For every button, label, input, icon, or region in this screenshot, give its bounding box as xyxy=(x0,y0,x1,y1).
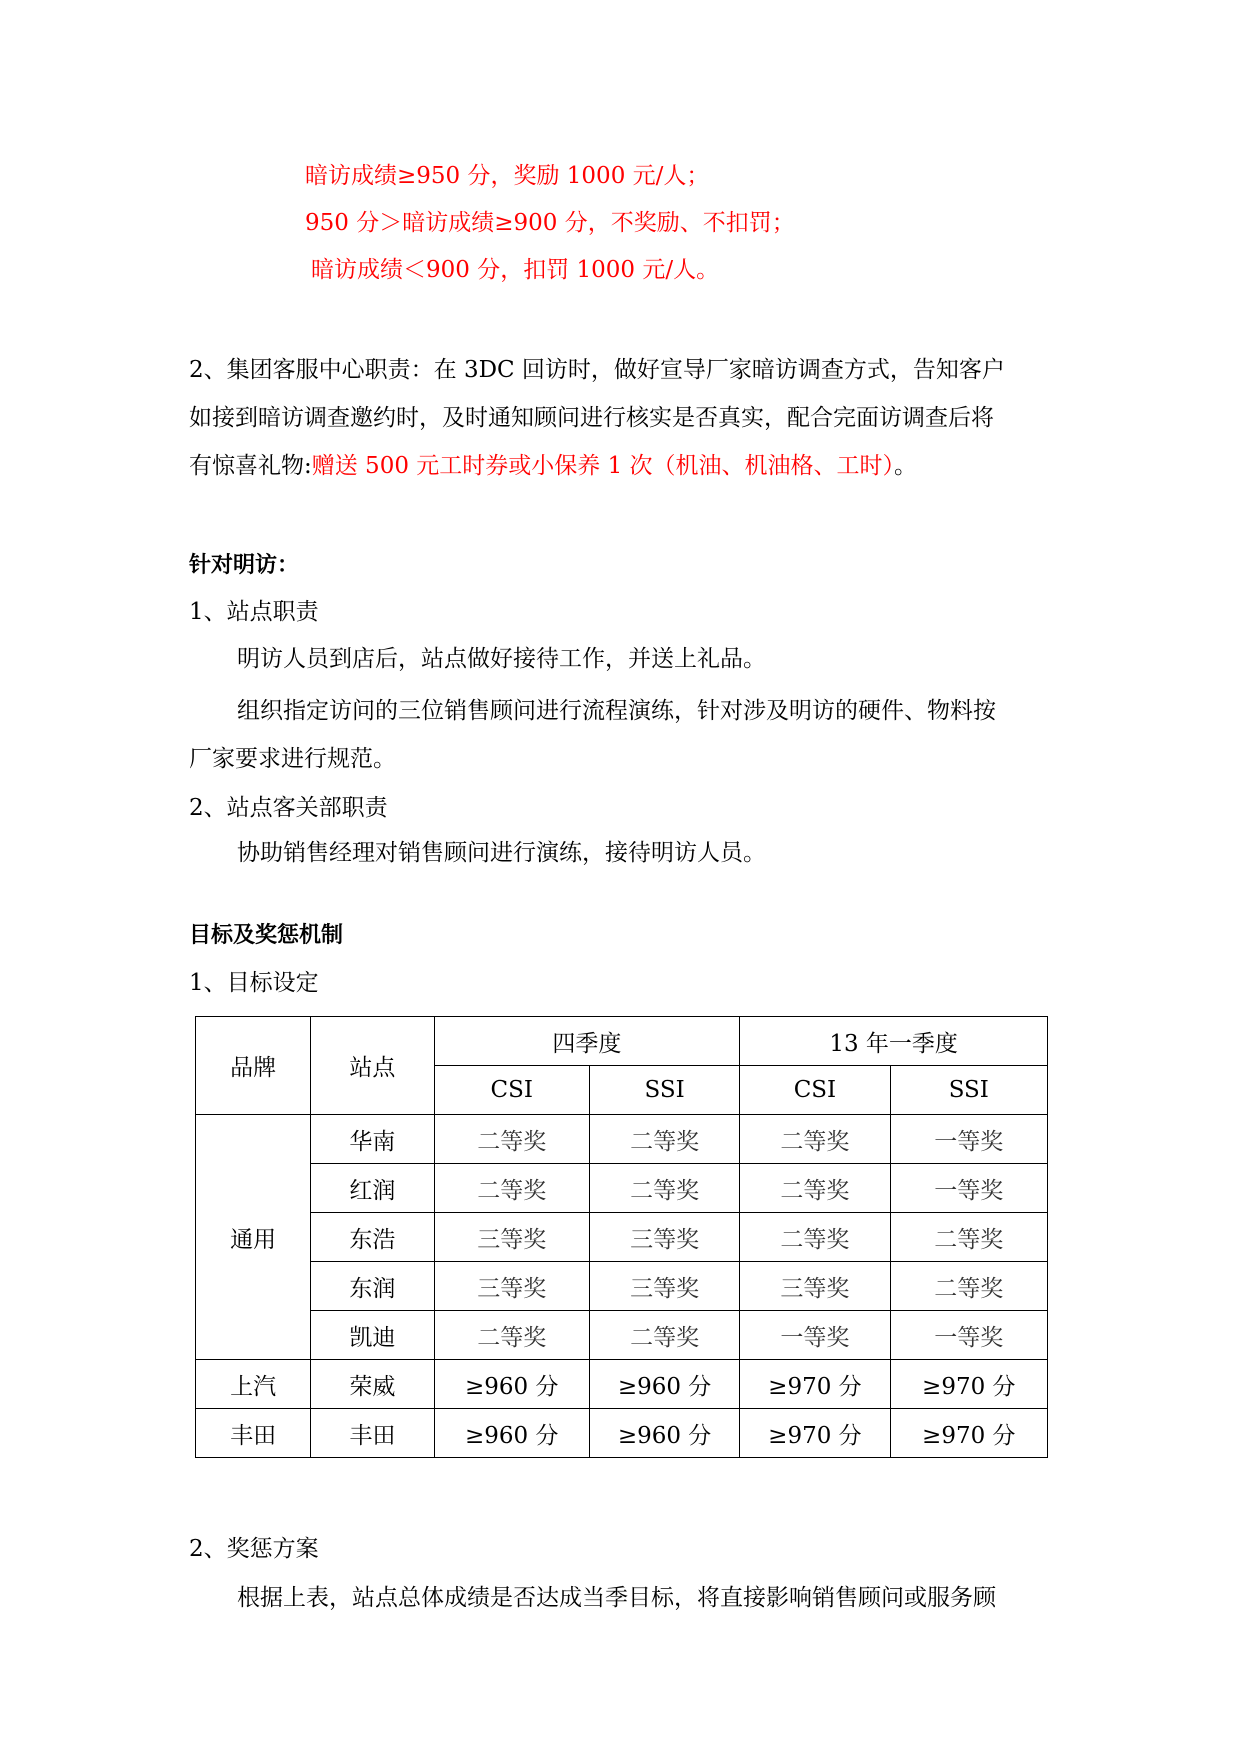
value-cell: 二等奖 xyxy=(434,1115,589,1164)
station-cell: 东浩 xyxy=(311,1213,434,1262)
header-ssi: SSI xyxy=(589,1066,739,1115)
value-cell: 一等奖 xyxy=(890,1164,1047,1213)
rule-line-3: 暗访成绩＜900 分，扣罚 1000 元/人。 xyxy=(311,257,720,283)
table-header-row xyxy=(196,1017,1048,1066)
table-row xyxy=(196,1262,1048,1311)
value-cell: ≥970 分 xyxy=(890,1360,1047,1409)
value-cell: ≥960 分 xyxy=(434,1360,589,1409)
gift-description: 赠送 500 元工时券或小保养 1 次（机油、机油格、工时） xyxy=(311,453,895,479)
value-cell: 二等奖 xyxy=(890,1213,1047,1262)
rule-line-2: 950 分＞暗访成绩≥900 分，不奖励、不扣罚； xyxy=(305,210,795,236)
value-cell: 一等奖 xyxy=(740,1311,890,1360)
table-row xyxy=(196,1409,1048,1458)
header-brand: 品牌 xyxy=(196,1017,311,1115)
targets-heading: 目标及奖惩机制 xyxy=(189,922,344,948)
value-cell: 三等奖 xyxy=(740,1262,890,1311)
station-duty-title: 1、站点职责 xyxy=(189,599,319,625)
brand-cell: 通用 xyxy=(196,1115,311,1360)
table-row xyxy=(196,1213,1048,1262)
header-station: 站点 xyxy=(311,1017,434,1115)
station-cell: 红润 xyxy=(311,1164,434,1213)
value-cell: 一等奖 xyxy=(890,1311,1047,1360)
gift-lead-text: 有惊喜礼物: xyxy=(189,453,312,479)
value-cell: 二等奖 xyxy=(589,1164,739,1213)
customer-service-line-3 xyxy=(189,451,917,481)
value-cell: 三等奖 xyxy=(434,1213,589,1262)
header-csi: CSI xyxy=(434,1066,589,1115)
customer-service-line-2: 如接到暗访调查邀约时，及时通知顾问进行核实是否真实，配合完面访调查后将 xyxy=(189,405,994,431)
value-cell: 三等奖 xyxy=(589,1213,739,1262)
value-cell: 二等奖 xyxy=(740,1115,890,1164)
station-cell: 东润 xyxy=(311,1262,434,1311)
station-duty-p1: 明访人员到店后，站点做好接待工作，并送上礼品。 xyxy=(237,646,766,672)
value-cell: 二等奖 xyxy=(434,1164,589,1213)
station-cell: 丰田 xyxy=(311,1409,434,1458)
value-cell: 二等奖 xyxy=(589,1311,739,1360)
value-cell: ≥960 分 xyxy=(434,1409,589,1458)
header-period-q1-13: 13 年一季度 xyxy=(740,1017,1048,1066)
target-setting-title: 1、目标设定 xyxy=(189,970,319,996)
gift-end-punct: 。 xyxy=(894,453,918,479)
value-cell: ≥970 分 xyxy=(740,1409,890,1458)
value-cell: ≥960 分 xyxy=(589,1409,739,1458)
value-cell: 二等奖 xyxy=(434,1311,589,1360)
customer-relations-title: 2、站点客关部职责 xyxy=(189,795,388,821)
header-csi: CSI xyxy=(740,1066,890,1115)
customer-relations-p1: 协助销售经理对销售顾问进行演练，接待明访人员。 xyxy=(237,840,766,866)
targets-table xyxy=(195,1016,1048,1458)
header-period-q4: 四季度 xyxy=(434,1017,740,1066)
rule-line-1: 暗访成绩≥950 分，奖励 1000 元/人； xyxy=(305,163,710,189)
value-cell: 二等奖 xyxy=(890,1262,1047,1311)
station-cell: 凯迪 xyxy=(311,1311,434,1360)
station-duty-p2-line2: 厂家要求进行规范。 xyxy=(189,746,396,772)
brand-cell: 丰田 xyxy=(196,1409,311,1458)
value-cell: 三等奖 xyxy=(434,1262,589,1311)
value-cell: ≥960 分 xyxy=(589,1360,739,1409)
table-row xyxy=(196,1115,1048,1164)
value-cell: 二等奖 xyxy=(740,1213,890,1262)
value-cell: 二等奖 xyxy=(589,1115,739,1164)
value-cell: ≥970 分 xyxy=(740,1360,890,1409)
station-duty-p2-line1: 组织指定访问的三位销售顾问进行流程演练，针对涉及明访的硬件、物料按 xyxy=(237,698,996,724)
table-row xyxy=(196,1360,1048,1409)
station-cell: 华南 xyxy=(311,1115,434,1164)
brand-cell: 上汽 xyxy=(196,1360,311,1409)
value-cell: ≥970 分 xyxy=(890,1409,1047,1458)
value-cell: 一等奖 xyxy=(890,1115,1047,1164)
value-cell: 三等奖 xyxy=(589,1262,739,1311)
header-ssi: SSI xyxy=(890,1066,1047,1115)
table-row xyxy=(196,1164,1048,1213)
reward-plan-title: 2、奖惩方案 xyxy=(189,1536,319,1562)
station-cell: 荣威 xyxy=(311,1360,434,1409)
open-visit-heading: 针对明访： xyxy=(189,552,300,578)
value-cell: 二等奖 xyxy=(740,1164,890,1213)
table-row xyxy=(196,1311,1048,1360)
customer-service-line-1: 2、集团客服中心职责：在 3DC 回访时，做好宣导厂家暗访调查方式，告知客户 xyxy=(189,357,1005,383)
reward-plan-p1: 根据上表，站点总体成绩是否达成当季目标，将直接影响销售顾问或服务顾 xyxy=(237,1585,996,1611)
